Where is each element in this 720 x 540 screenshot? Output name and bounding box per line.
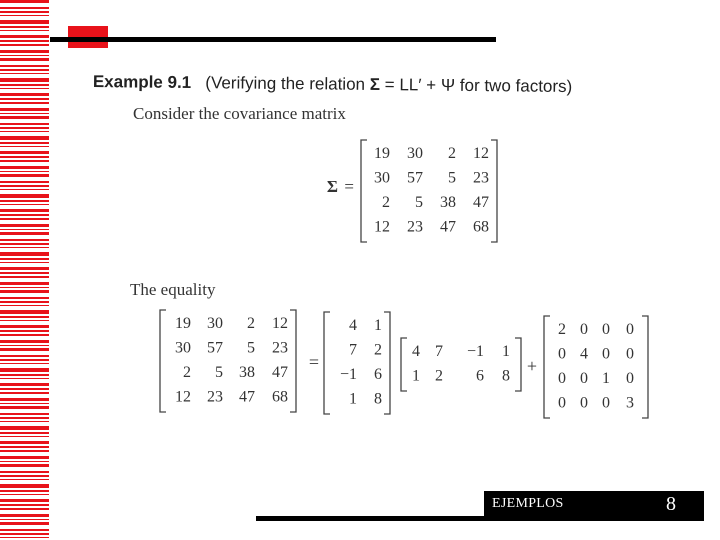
psi-matrix-entry: 0 — [580, 370, 588, 387]
equality-sigma-matrix-entry: 2 — [183, 364, 191, 381]
title-sigma: Σ — [369, 74, 381, 95]
title-LL: LL′ — [399, 75, 422, 95]
equality-text: The equality — [130, 280, 216, 299]
title-psi: Ψ — [440, 75, 456, 95]
L-transpose-matrix-entry: 7 — [435, 343, 443, 360]
equality-sigma-matrix-entry: 30 — [207, 315, 223, 332]
sigma-matrix-entry: 57 — [407, 169, 423, 187]
plus-sign: + — [526, 356, 537, 376]
L-matrix-entry: −1 — [339, 366, 357, 383]
equality-sigma-matrix-right-bracket — [290, 310, 296, 412]
sigma-matrix-entry: 30 — [407, 145, 423, 162]
sigma-matrix-entry: 12 — [473, 145, 489, 162]
psi-matrix-entry: 0 — [602, 345, 610, 363]
equality-sigma-matrix-entry: 5 — [247, 339, 255, 357]
psi-matrix-entry: 0 — [626, 345, 634, 363]
equality-sigma-matrix-entry: 68 — [272, 388, 288, 406]
equality-sigma-matrix-entry: 38 — [239, 364, 255, 381]
equality-sigma-matrix-entry: 19 — [175, 315, 191, 332]
equality-sigma-matrix-entry: 30 — [175, 339, 191, 357]
sigma-matrix-left-bracket — [361, 140, 367, 242]
sigma-matrix-entry: 5 — [448, 169, 456, 187]
psi-matrix-entry: 3 — [626, 394, 634, 412]
intro-text: Consider the covariance matrix — [133, 104, 346, 123]
L-transpose-matrix-entry: 6 — [476, 367, 484, 385]
L-matrix-entry: 8 — [374, 390, 382, 408]
psi-matrix-entry: 0 — [626, 321, 634, 338]
equality-sigma-matrix-entry: 2 — [247, 315, 255, 332]
sigma-matrix-entry: 47 — [440, 218, 456, 236]
L-matrix-right-bracket — [384, 312, 390, 414]
sigma-matrix-entry: 47 — [473, 194, 489, 211]
sigma-matrix-entry: 2 — [448, 145, 456, 162]
bottom-rule-line — [256, 516, 704, 521]
equality-sigma-matrix-entry: 23 — [207, 388, 223, 406]
sigma-matrix-entry: 30 — [374, 169, 390, 187]
sigma-matrix-entry: 19 — [374, 145, 390, 162]
title-plus: + — [426, 75, 437, 95]
equality-sigma-matrix-entry: 5 — [215, 364, 223, 381]
title-eq: = — [384, 75, 395, 95]
sigma-matrix-entry: 38 — [440, 194, 456, 211]
psi-matrix-entry: 0 — [626, 370, 634, 387]
L-matrix-entry: 1 — [374, 317, 382, 334]
sigma-matrix-entry: 23 — [407, 218, 423, 236]
L-transpose-matrix-entry: 8 — [502, 367, 510, 385]
footer-label: EJEMPLOS — [492, 496, 564, 511]
equals-sign-2: = — [308, 352, 319, 372]
psi-matrix-entry: 0 — [602, 321, 610, 338]
psi-matrix-entry: 2 — [558, 321, 566, 338]
psi-matrix-entry: 0 — [580, 321, 588, 338]
example-number: Example 9.1 — [92, 72, 192, 93]
L-transpose-matrix-right-bracket — [515, 338, 521, 391]
equality-sigma-matrix-entry: 47 — [239, 388, 255, 406]
psi-matrix-left-bracket — [544, 316, 550, 418]
sigma-matrix-entry: 12 — [374, 218, 390, 236]
psi-matrix-entry: 0 — [558, 345, 566, 363]
L-transpose-matrix-entry: −1 — [466, 343, 484, 360]
sigma-matrix-entry: 5 — [415, 194, 423, 211]
equality-sigma-matrix-entry: 47 — [272, 364, 288, 381]
L-matrix-entry: 7 — [349, 341, 357, 359]
sigma-matrix-entry: 2 — [382, 194, 390, 211]
sigma-symbol: Σ — [326, 177, 338, 196]
psi-matrix-entry: 0 — [580, 394, 588, 412]
psi-matrix-entry: 0 — [558, 394, 566, 412]
L-matrix-entry: 4 — [349, 317, 357, 334]
psi-matrix-entry: 4 — [580, 345, 588, 363]
sigma-matrix-right-bracket — [491, 140, 497, 242]
L-matrix-entry: 2 — [374, 341, 382, 359]
L-transpose-matrix-left-bracket — [401, 338, 407, 391]
psi-matrix-entry: 0 — [558, 370, 566, 387]
psi-matrix-entry: 0 — [602, 394, 610, 412]
L-matrix-entry: 6 — [374, 366, 382, 383]
sigma-matrix-entry: 23 — [473, 169, 489, 187]
L-transpose-matrix-entry: 1 — [412, 367, 420, 385]
page-number: 8 — [666, 493, 676, 515]
equality-sigma-matrix-entry: 12 — [272, 315, 288, 332]
L-matrix-entry: 1 — [349, 390, 357, 408]
L-transpose-matrix-entry: 2 — [435, 367, 443, 385]
psi-matrix-right-bracket — [642, 316, 648, 418]
psi-matrix-entry: 1 — [602, 370, 610, 387]
title-open: (Verifying the relation — [205, 73, 366, 94]
equality-sigma-matrix-entry: 23 — [272, 339, 288, 357]
L-matrix-left-bracket — [324, 312, 330, 414]
title-close: for two factors) — [459, 75, 573, 97]
sigma-matrix-entry: 68 — [473, 218, 489, 236]
L-transpose-matrix-entry: 1 — [502, 343, 510, 360]
equality-sigma-matrix-left-bracket — [160, 310, 166, 412]
equality-sigma-matrix-entry: 57 — [207, 339, 223, 357]
equality-sigma-matrix-entry: 12 — [175, 388, 191, 406]
L-transpose-matrix-entry: 4 — [412, 343, 420, 360]
equals-sign-1: = — [344, 177, 354, 196]
